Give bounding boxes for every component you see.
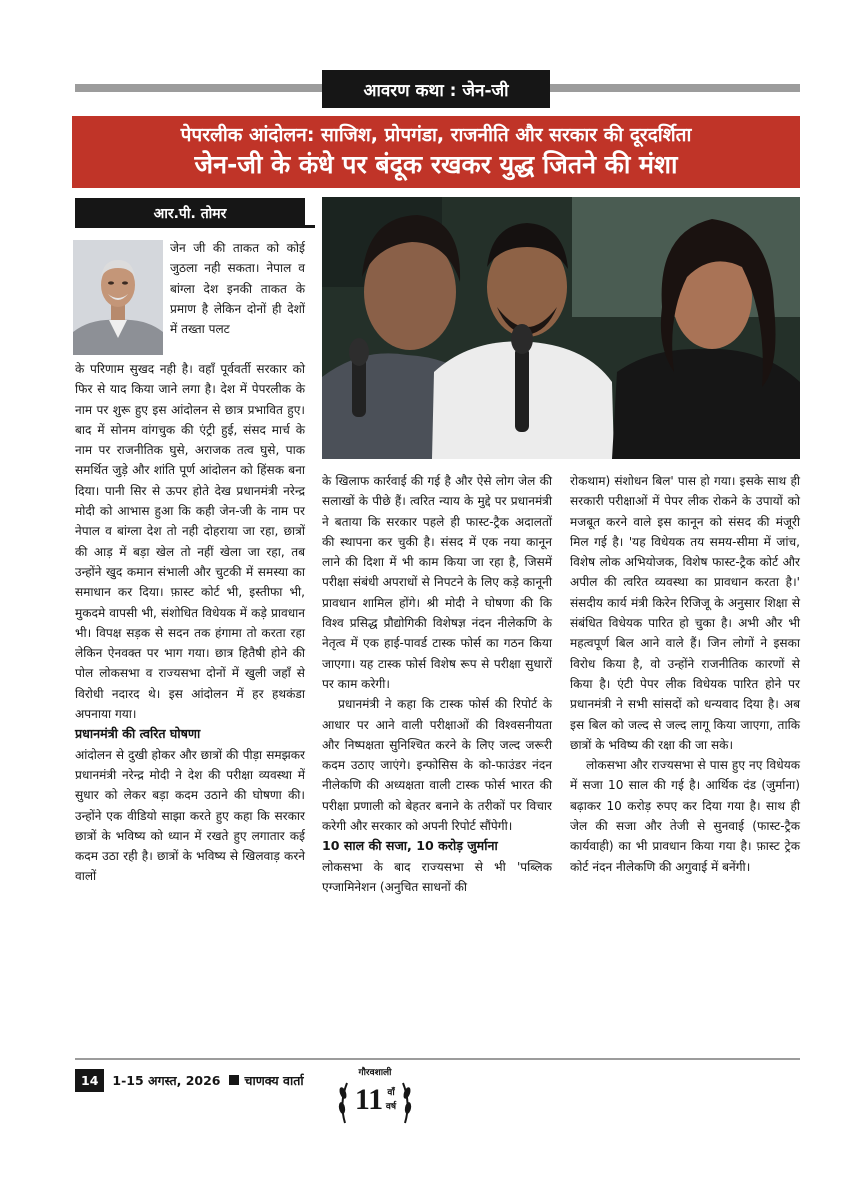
page-footer bbox=[75, 1065, 304, 1095]
emblem-bottom-text: वर्ष bbox=[385, 1102, 397, 1112]
story-photo bbox=[322, 197, 800, 459]
paragraph: के खिलाफ कार्रवाई की गई है और ऐसे लोग जेल की सलाखों के पीछे हैं। त्वरित न्याय के मुद्दे पर प्रधानमंत्री ने बताया कि सरकार पहले ही फास्ट-ट्रैक अदालतों की स्थापना कर चुकी है। संसद में एक नया कानून लाने की दिशा में भी काम किया जा रहा है, जिसमें परीक्षा संबंधी अपराधों से निपटने के लिए कड़े कानूनी प्रावधान शामिल होंगे। श्री मोदी ने घोषणा की कि विश्व प्रसिद्ध प्रौद्योगिकी विशेषज्ञ नंदन नीलेकणि के नेतृत्व में एक हाई-पावर्ड टास्क फोर्स का गठन किया जाएगा। यह टास्क फोर्स विशेष रूप से परीक्षा सुधारों पर काम करेगी। bbox=[322, 474, 552, 691]
page-number: 14 bbox=[75, 1069, 104, 1092]
subheading: 10 साल की सजा, 10 करोड़ जुर्माना bbox=[322, 838, 498, 854]
emblem-number: 11 bbox=[354, 1083, 384, 1116]
paragraph: के परिणाम सुखद नही है। वहाँ पूर्ववर्ती सरकार को फिर से याद किया जाने लगा है। देश में पेपरलीक के नाम पर शुरू हुए इस आंदोलन से छात्र प्रभावित हुए। बाद में सोनम वांगचुक की एंट्री हुई, संसद मार्च के नाम पर राजनीतिक घुसे, अराजक तत्व घुसे, पाक समर्थित जुड़े और शांति पूर्ण आंदोलन को हिंसक बना दिया। पानी सिर से ऊपर होते देख प्रधानमंत्री नरेन्द्र मोदी को आभास हुआ कि कही जेन-जी के नाम पर नेपाल व बांग्ला देश तो नही दोहराया जा रहा, छात्रों की आड़ में बड़ा खेल तो नहीं खेला जा रहा, तब उन्होंने खुद कमान संभाली और चुटकी में समस्या का समाधान कर दिया। फ़ास्ट कोर्ट भी, इस्तीफा भी, मुकदमे वापसी भी, संशोधित विधेयक में कड़े प्रावधान भी। विपक्ष सड़क से सदन तक हंगामा तो करता रहा लेकिन ऐनवक्त पर भाग गया। छात्र हितैषी होने की पोल लोकसभा व राज्यसभा दोनों में खुली जहाँ से विरोधी नदारद थे। इस आंदोलन में हर हथकंडा अपनाया गया। bbox=[75, 362, 305, 722]
lead-paragraph: जेन जी की ताकत को कोई जुठला नही सकता। नेपाल व बांग्ला देश इनकी ताकत के प्रमाण है लेकिन दोनों ही देशों में तख्ता पलट bbox=[170, 241, 305, 337]
paragraph: लोकसभा और राज्यसभा से पास हुए नए विधेयक में सजा 10 साल की गई है। आर्थिक दंड (जुर्माना) बढ़ाकर 10 करोड़ रुपए कर दिया गया है। साथ ही जेल की सजा और तेजी से सुनवाई (फास्ट-ट्रैक कार्यवाही) का भी प्रावधान किया गया है। फ़ास्ट ट्रेक कोर्ट नंदन नीलेकणि की अगुवाई में बनेंगी। bbox=[570, 758, 800, 874]
section-tag: आवरण कथा : जेन-जी bbox=[322, 70, 550, 108]
article-lead bbox=[170, 238, 305, 339]
paragraph: आंदोलन से दुखी होकर और छात्रों की पीड़ा समझकर प्रधानमंत्री नरेन्द्र मोदी ने देश की परीक्षा व्यवस्था में सुधार को लेकर बड़ा कदम उठाने की घोषणा की। उन्होंने एक वीडियो साझा करते हुए कहा कि सरकार छात्रों के भविष्य को ध्यान में रखते हुए लगातार कई कदम उठा रही है। छात्रों के भविष्य से खिलवाड़ करने वालों bbox=[75, 747, 305, 884]
emblem-top-text: गौरवशाली bbox=[358, 1068, 392, 1078]
author-photo bbox=[73, 240, 163, 355]
square-bullet-icon bbox=[229, 1075, 239, 1085]
publication-name: चाणक्य वार्ता bbox=[244, 1072, 304, 1088]
byline-rule bbox=[305, 225, 315, 228]
issue-date: 1-15 अगस्त, 2026 bbox=[112, 1072, 221, 1088]
headline-kicker: पेपरलीक आंदोलन: साजिश, प्रोपगंडा, राजनीति और सरकार की दूरदर्शिता bbox=[180, 124, 692, 146]
anniversary-emblem bbox=[335, 1063, 415, 1133]
paragraph: लोकसभा के बाद राज्यसभा से भी 'पब्लिक एग्जामिनेशन (अनुचित साधनों की bbox=[322, 859, 552, 894]
headline-title: जेन-जी के कंधे पर बंदूक रखकर युद्ध जितने की मंशा bbox=[194, 150, 678, 179]
footer-rule bbox=[75, 1058, 800, 1060]
subheading: प्रधानमंत्री की त्वरित घोषणा bbox=[75, 726, 201, 742]
article-column-3 bbox=[570, 471, 800, 877]
paragraph: प्रधानमंत्री ने कहा कि टास्क फोर्स की रिपोर्ट के आधार पर आने वाली परीक्षाओं की विश्वसनीयता और निष्पक्षता सुनिश्चित करने के लिए जल्द जरूरी कदम उठाए जाएंगे। इन्फोसिस के को-फाउंडर नंदन नीलेकणि की अध्यक्षता वाली टास्क फोर्स भारत की परीक्षा प्रणाली को बेहतर बनाने के तरीकों पर विचार करेगी और सरकार को अपनी रिपोर्ट सौंपेगी। bbox=[322, 697, 552, 834]
emblem-suffix: वाँ bbox=[387, 1088, 395, 1098]
article-column-2 bbox=[322, 471, 552, 897]
paragraph: रोकथाम) संशोधन बिल' पास हो गया। इसके साथ ही सरकारी परीक्षाओं में पेपर लीक रोकने के उपायों को मजबूत करने वाले इस कानून को संसद की मंजूरी मिल गई है। 'यह विधेयक तय समय-सीमा में जांच, विशेष लोक अभियोजक, विशेष फास्ट-ट्रैक कोर्ट और अपील की त्वरित व्यवस्था का प्रावधान करता है।' संसदीय कार्य मंत्री किरेन रिजिजू के अनुसार शिक्षा से संबंधित विधेयक पारित हो चुका है। अभी और भी महत्वपूर्ण बिल आने वाले हैं। जिन लोगों ने इसका विरोध किया है, वो उन्होंने राजनीतिक कारणों से किया है। एंटी पेपर लीक विधेयक पारित होने पर प्रधानमंत्री ने सभी सांसदों को धन्यवाद दिया है। अब इस बिल को जल्द से जल्द लागू किया जाएगा, ताकि छात्रों के भविष्य की रक्षा की जा सके। bbox=[570, 474, 800, 752]
author-byline: आर.पी. तोमर bbox=[75, 198, 305, 228]
headline-banner bbox=[72, 116, 800, 188]
article-column-1 bbox=[75, 359, 305, 887]
